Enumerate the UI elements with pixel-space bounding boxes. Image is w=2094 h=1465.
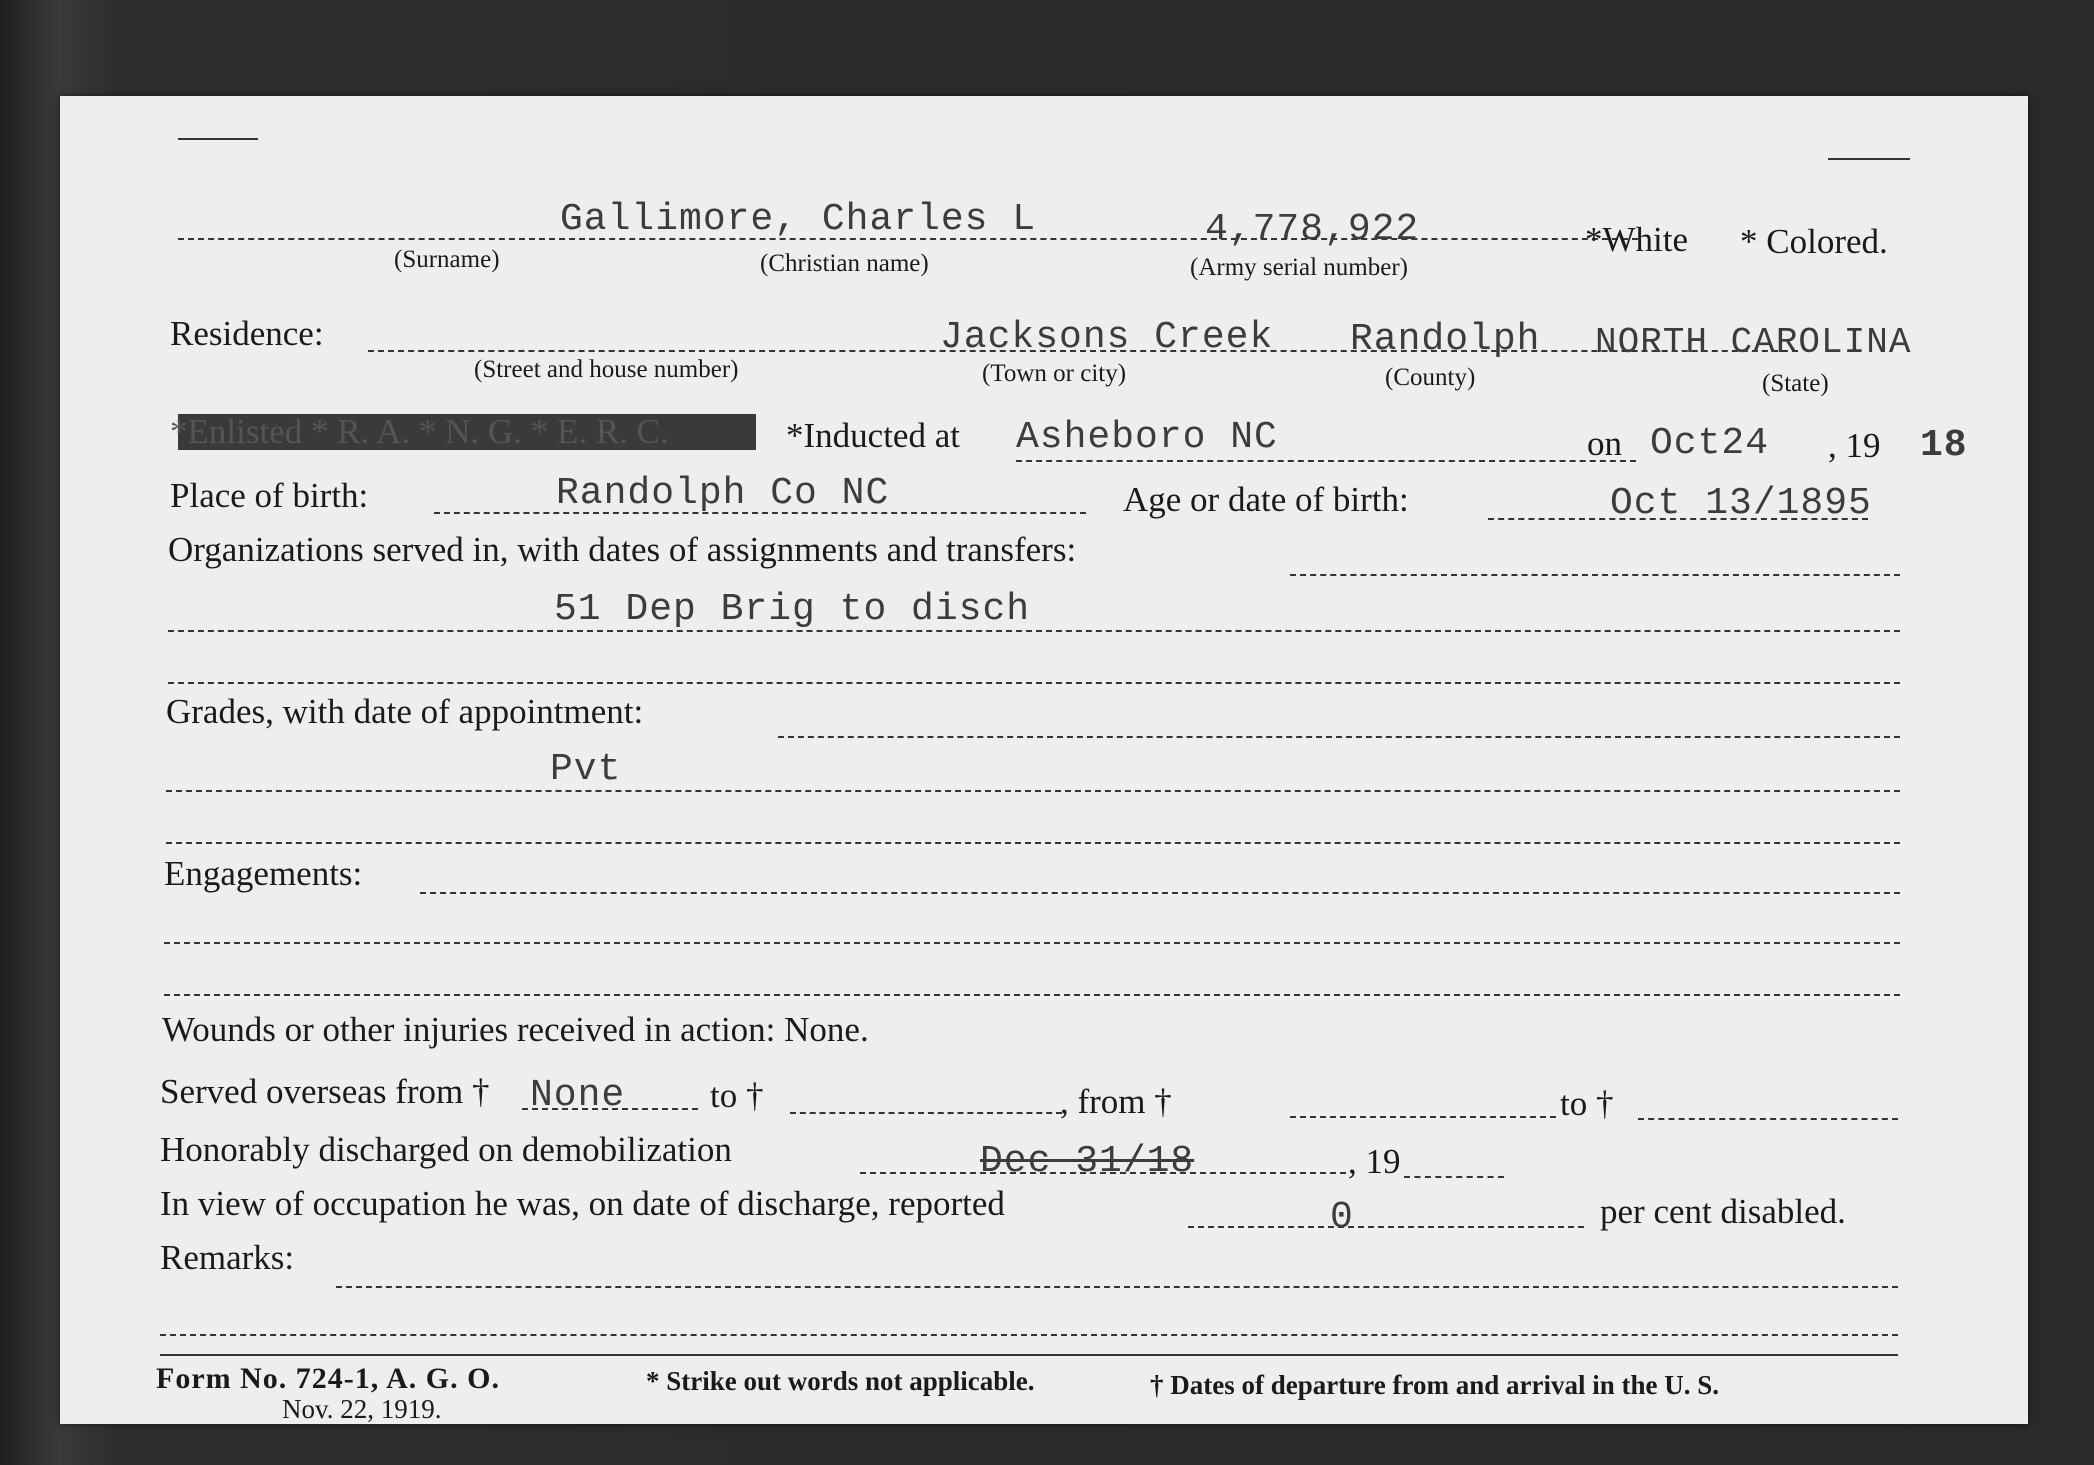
inducted-year-prefix: , 19 (1828, 426, 1881, 465)
form-number: Form No. 724-1, A. G. O. (156, 1362, 500, 1395)
grades-label: Grades, with date of appointment: (166, 692, 644, 731)
organizations-line-2 (168, 630, 1900, 632)
corner-rule (178, 138, 258, 140)
engagements-label: Engagements: (164, 854, 363, 893)
footer-rule (160, 1354, 1898, 1356)
residence-label: Residence: (170, 314, 324, 353)
disability-label: In view of occupation he was, on date of discharge, reported (160, 1184, 1005, 1223)
colored-label: * Colored. (1740, 222, 1888, 261)
residence-town: Jacksons Creek (940, 316, 1274, 359)
inducted-date: Oct24 (1650, 422, 1770, 465)
strike-note: * Strike out words not applicable. (646, 1366, 1035, 1396)
enlisted-options: *Enlisted * R. A. * N. G. * E. R. C. (170, 412, 669, 451)
disability-value: 0 (1330, 1196, 1354, 1239)
white-label: *White (1585, 220, 1689, 259)
organizations-line-3 (168, 682, 1900, 684)
disability-line (1188, 1226, 1584, 1228)
engagements-line-1 (420, 892, 1900, 894)
overseas-to2-line (1638, 1118, 1898, 1120)
overseas-from2-label: , from † (1060, 1082, 1172, 1121)
inducted-on-label: on (1587, 424, 1622, 463)
county-caption: (County) (1385, 364, 1476, 391)
state-caption: (State) (1762, 370, 1829, 397)
overseas-to-label: to † (710, 1076, 764, 1115)
engagements-line-3 (164, 994, 1900, 996)
remarks-line-1 (336, 1286, 1898, 1288)
town-caption: (Town or city) (982, 360, 1127, 387)
engagements-line-2 (164, 942, 1900, 944)
disability-suffix: per cent disabled. (1600, 1192, 1846, 1231)
date-of-birth: Oct 13/1895 (1610, 482, 1872, 525)
discharge-date: Dec 31/18 (980, 1140, 1195, 1183)
organizations-label: Organizations served in, with dates of assignments and transfers: (168, 530, 1077, 569)
army-serial-number: 4,778,922 (1205, 208, 1420, 251)
organizations-line-1 (1290, 574, 1900, 576)
overseas-to2-label: to † (1560, 1084, 1614, 1123)
card-number-rule (1828, 158, 1910, 160)
inducted-at-label: *Inducted at (786, 416, 960, 455)
overseas-from-value: None (530, 1074, 626, 1117)
overseas-from2-line (1290, 1116, 1556, 1118)
organizations-value: 51 Dep Brig to disch (554, 588, 1031, 631)
christian-name-caption: (Christian name) (760, 250, 929, 277)
form-date: Nov. 22, 1919. (282, 1394, 442, 1424)
service-record-card (60, 96, 2028, 1424)
residence-county: Randolph (1350, 318, 1541, 361)
remarks-label: Remarks: (160, 1238, 295, 1277)
army-serial-caption: (Army serial number) (1190, 254, 1408, 281)
place-of-birth-label: Place of birth: (170, 476, 369, 515)
discharge-year-line (1404, 1176, 1504, 1178)
inducted-place: Asheboro NC (1016, 416, 1278, 459)
date-of-birth-label: Age or date of birth: (1123, 480, 1409, 519)
grades-line-3 (166, 842, 1900, 844)
discharge-label: Honorably discharged on demobilization (160, 1130, 732, 1169)
grade-value: Pvt (550, 748, 622, 791)
dates-note: † Dates of departure from and arrival in the U. S. (1150, 1370, 1719, 1400)
wounds-label: Wounds or other injuries received in action: None. (162, 1010, 869, 1049)
served-overseas-label: Served overseas from † (160, 1072, 490, 1111)
overseas-to-line (790, 1112, 1062, 1114)
full-name: Gallimore, Charles L (560, 198, 1037, 241)
remarks-line-2 (160, 1334, 1898, 1336)
place-of-birth: Randolph Co NC (556, 472, 890, 515)
grades-line-1 (778, 736, 1900, 738)
inducted-year: 18 (1920, 424, 1968, 467)
surname-caption: (Surname) (394, 246, 500, 273)
inducted-line (1016, 460, 1636, 462)
grades-line-2 (166, 790, 1900, 792)
residence-state: NORTH CAROLINA (1595, 322, 1912, 363)
discharge-year-prefix: , 19 (1348, 1142, 1401, 1181)
street-caption: (Street and house number) (474, 356, 739, 383)
